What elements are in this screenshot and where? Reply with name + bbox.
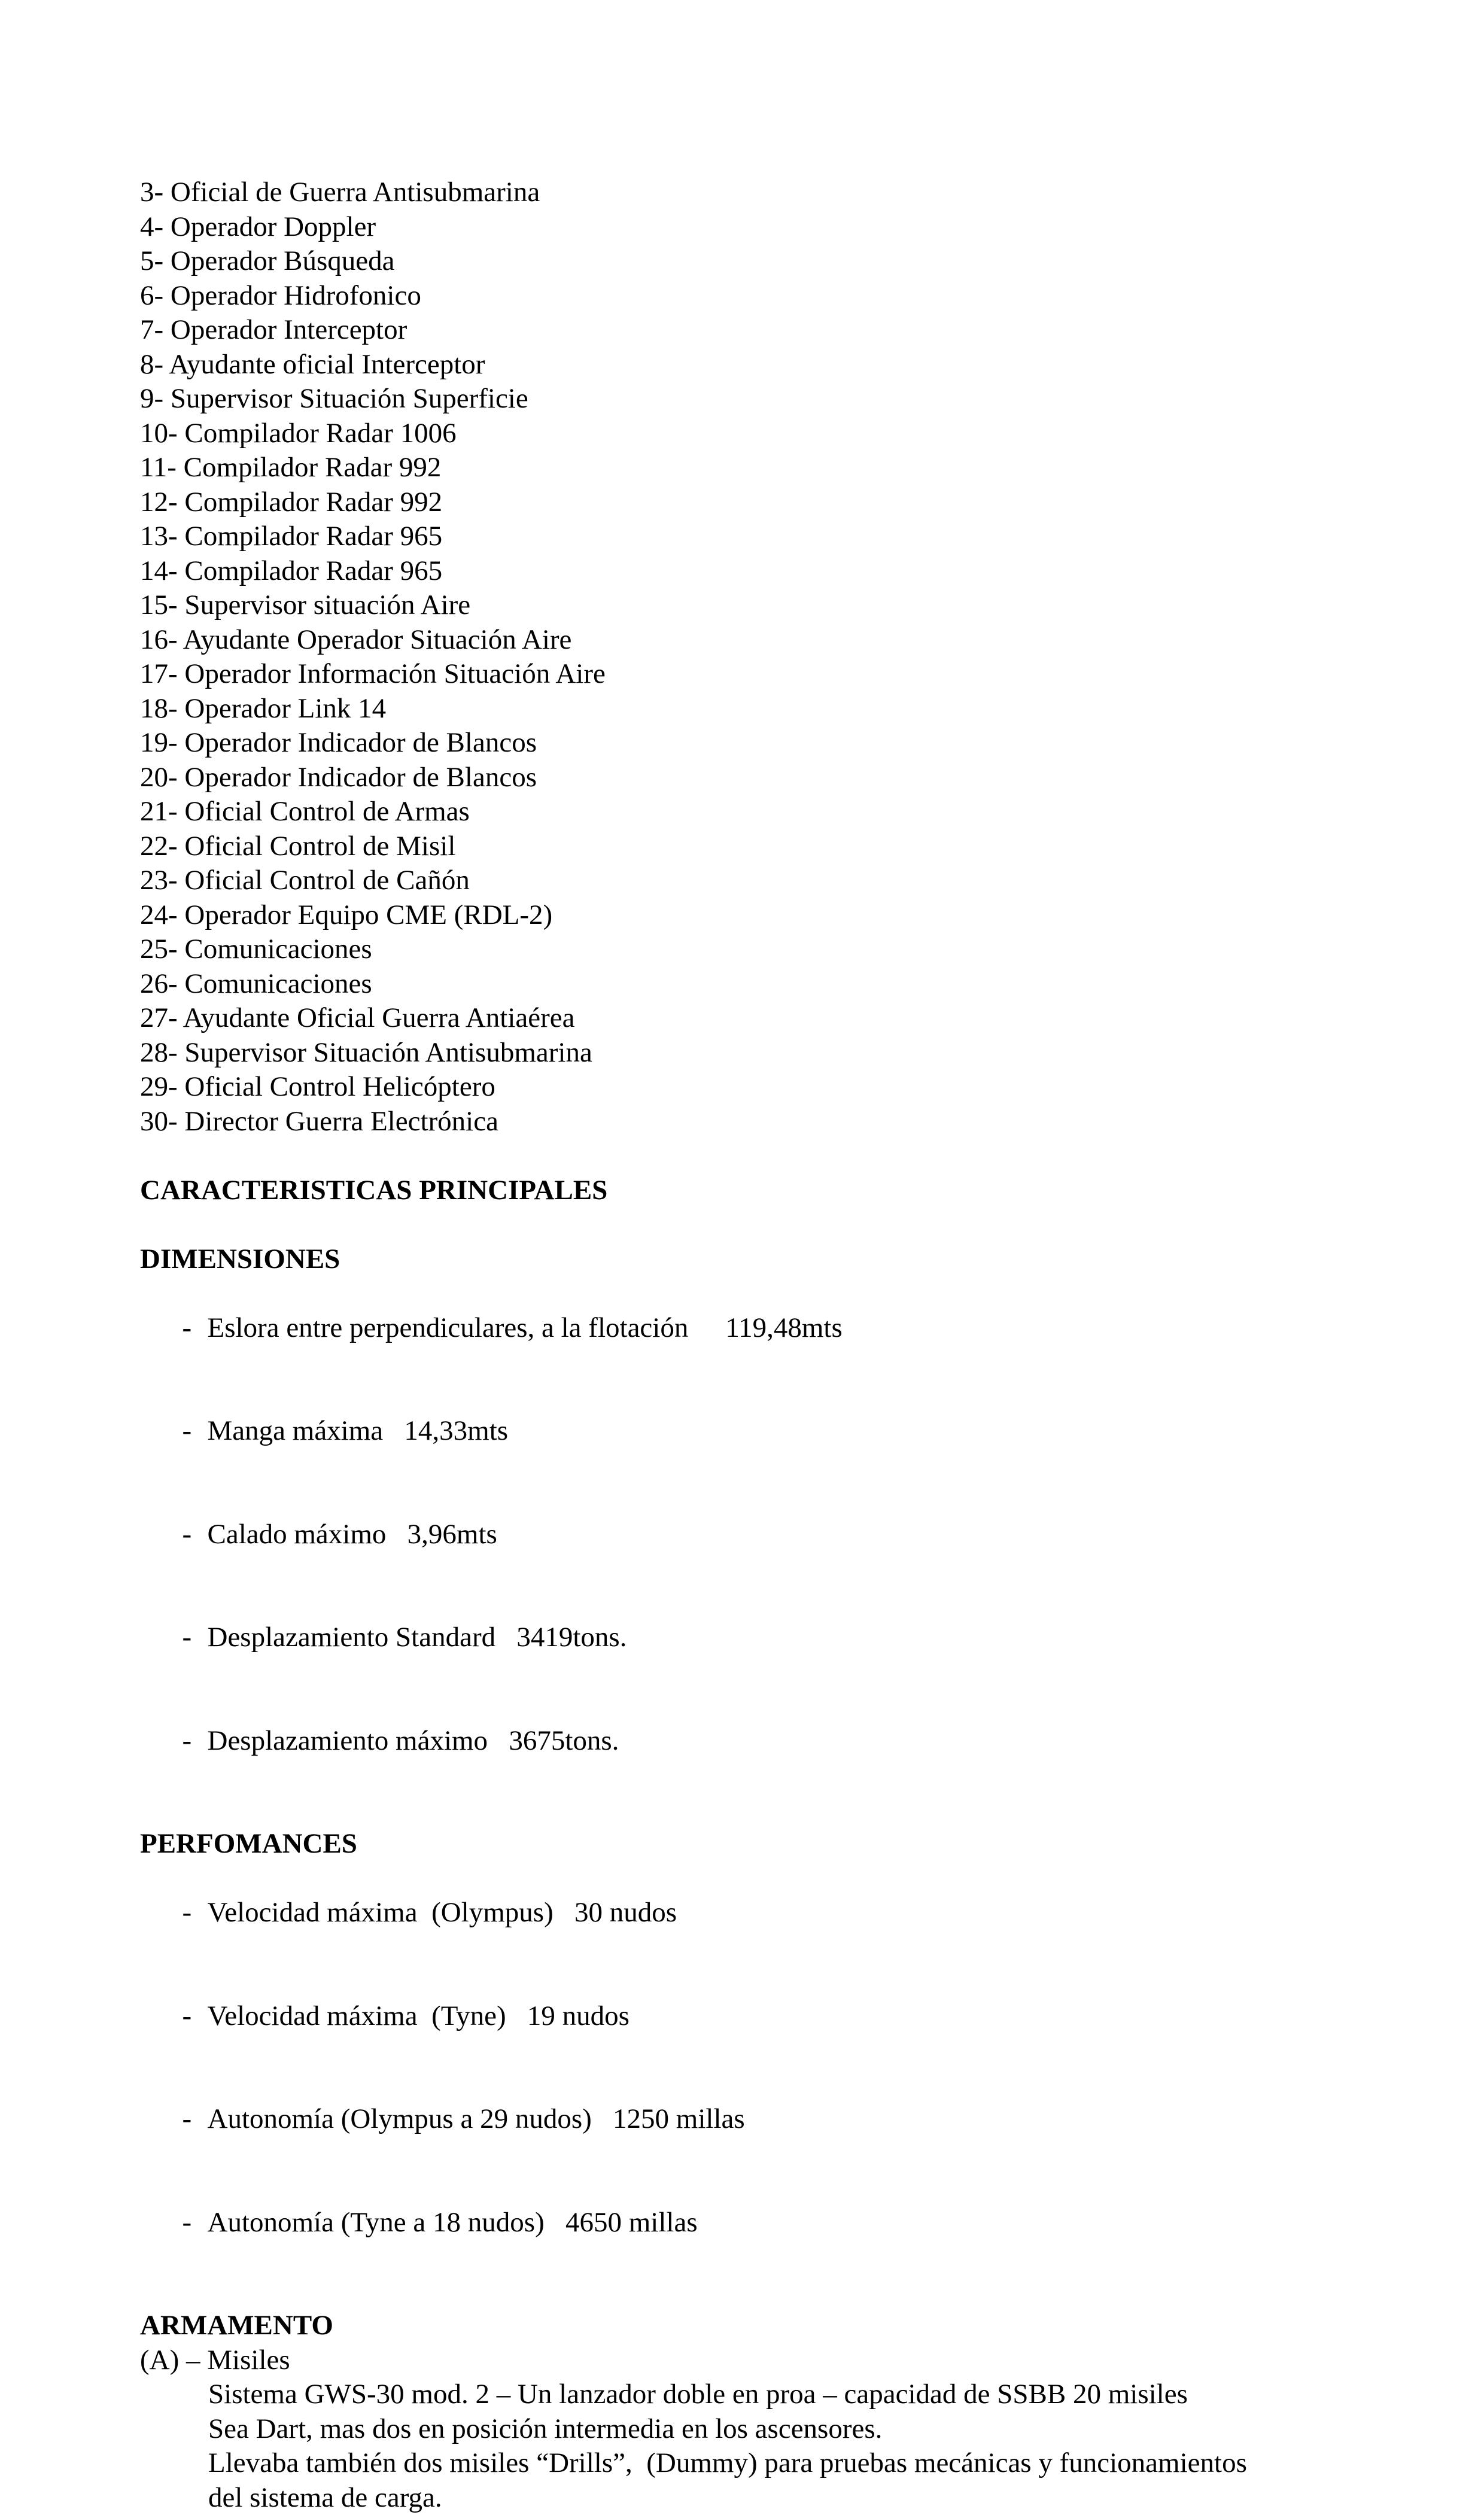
performance-label: Autonomía (Tyne a 18 nudos) bbox=[208, 2207, 545, 2238]
armament-heading: ARMAMENTO bbox=[140, 2309, 1367, 2343]
bullet-dash: - bbox=[183, 1999, 208, 2034]
dimension-label: Eslora entre perpendiculares, a la flotación bbox=[208, 1312, 689, 1343]
crew-list-item: 27- Ayudante Oficial Guerra Antiaérea bbox=[140, 1001, 1367, 1036]
crew-list bbox=[140, 175, 1367, 1139]
bullet-dash: - bbox=[183, 1311, 208, 1346]
spacer bbox=[140, 1793, 1367, 1827]
crew-list-item: 10- Compilador Radar 1006 bbox=[140, 416, 1367, 451]
performance-value: 30 nudos bbox=[574, 1897, 677, 1928]
crew-list-item: 26- Comunicaciones bbox=[140, 967, 1367, 1002]
performance-item bbox=[140, 2171, 1367, 2274]
crew-list-item: 17- Operador Información Situación Aire bbox=[140, 657, 1367, 692]
spacer bbox=[140, 1208, 1367, 1242]
spacer bbox=[140, 1139, 1367, 1173]
bullet-dash: - bbox=[183, 2102, 208, 2137]
crew-list-item: 16- Ayudante Operador Situación Aire bbox=[140, 623, 1367, 658]
performance-label: Autonomía (Olympus a 29 nudos) bbox=[208, 2103, 592, 2134]
crew-list-item: 18- Operador Link 14 bbox=[140, 692, 1367, 726]
crew-list-item: 7- Operador Interceptor bbox=[140, 313, 1367, 348]
bullet-dash: - bbox=[183, 2206, 208, 2240]
crew-list-item: 15- Supervisor situación Aire bbox=[140, 588, 1367, 623]
bullet-dash: - bbox=[183, 1620, 208, 1655]
dimension-value: 3675tons. bbox=[509, 1725, 619, 1756]
crew-list-item: 23- Oficial Control de Cañón bbox=[140, 863, 1367, 898]
main-heading: CARACTERISTICAS PRINCIPALES bbox=[140, 1173, 1367, 1208]
dimension-value: 119,48mts bbox=[725, 1312, 842, 1343]
dimension-label: Desplazamiento máximo bbox=[208, 1725, 488, 1756]
crew-list-item: 14- Compilador Radar 965 bbox=[140, 554, 1367, 589]
armament-paragraph-line: del sistema de carga. bbox=[140, 2481, 1367, 2515]
performance-value: 1250 millas bbox=[613, 2103, 745, 2134]
crew-list-item: 22- Oficial Control de Misil bbox=[140, 829, 1367, 864]
armament-paragraph-line: Llevaba también dos misiles “Drills”, (Dummy) para pruebas mecánicas y funcionamientos bbox=[140, 2446, 1367, 2481]
performance-item bbox=[140, 1964, 1367, 2068]
crew-list-item: 5- Operador Búsqueda bbox=[140, 244, 1367, 279]
crew-list-item: 20- Operador Indicador de Blancos bbox=[140, 761, 1367, 795]
dimensions-section bbox=[140, 1242, 1367, 1793]
crew-list-item: 29- Oficial Control Helicóptero bbox=[140, 1070, 1367, 1105]
performance-item bbox=[140, 2068, 1367, 2172]
bullet-dash: - bbox=[183, 1517, 208, 1552]
dimension-item bbox=[140, 1689, 1367, 1793]
performance-label: Velocidad máxima (Tyne) bbox=[208, 2000, 506, 2032]
crew-list-item: 12- Compilador Radar 992 bbox=[140, 485, 1367, 520]
performance-value: 4650 millas bbox=[565, 2207, 698, 2238]
crew-list-item: 19- Operador Indicador de Blancos bbox=[140, 726, 1367, 761]
dimension-item bbox=[140, 1586, 1367, 1690]
dimension-item bbox=[140, 1483, 1367, 1586]
crew-list-item: 13- Compilador Radar 965 bbox=[140, 519, 1367, 554]
performance-item bbox=[140, 1862, 1367, 1965]
performances-section bbox=[140, 1827, 1367, 2274]
performances-heading: PERFOMANCES bbox=[140, 1827, 1367, 1862]
missiles-subheading: (A) – Misiles bbox=[140, 2343, 1367, 2378]
bullet-dash: - bbox=[183, 1414, 208, 1449]
crew-list-item: 4- Operador Doppler bbox=[140, 210, 1367, 245]
dimension-label: Desplazamiento Standard bbox=[208, 1622, 496, 1653]
armament-paragraph-line: Sistema GWS-30 mod. 2 – Un lanzador doble en proa – capacidad de SSBB 20 misiles bbox=[140, 2377, 1367, 2412]
crew-list-item: 6- Operador Hidrofonico bbox=[140, 279, 1367, 314]
crew-list-item: 21- Oficial Control de Armas bbox=[140, 795, 1367, 829]
bullet-dash: - bbox=[183, 1896, 208, 1930]
bullet-dash: - bbox=[183, 1724, 208, 1759]
crew-list-item: 3- Oficial de Guerra Antisubmarina bbox=[140, 175, 1367, 210]
document-page bbox=[140, 175, 1367, 2515]
dimensions-heading: DIMENSIONES bbox=[140, 1242, 1367, 1277]
dimension-label: Manga máxima bbox=[208, 1415, 384, 1446]
dimension-value: 3,96mts bbox=[408, 1519, 497, 1550]
crew-list-item: 9- Supervisor Situación Superficie bbox=[140, 382, 1367, 416]
performance-value: 19 nudos bbox=[527, 2000, 630, 2032]
dimension-item bbox=[140, 1380, 1367, 1483]
dimension-value: 14,33mts bbox=[404, 1415, 508, 1446]
performance-label: Velocidad máxima (Olympus) bbox=[208, 1897, 554, 1928]
dimension-label: Calado máximo bbox=[208, 1519, 387, 1550]
crew-list-item: 30- Director Guerra Electrónica bbox=[140, 1105, 1367, 1139]
crew-list-item: 24- Operador Equipo CME (RDL-2) bbox=[140, 898, 1367, 933]
armament-paragraph-line: Sea Dart, mas dos en posición intermedia en los ascensores. bbox=[140, 2412, 1367, 2447]
dimension-item bbox=[140, 1276, 1367, 1380]
crew-list-item: 11- Compilador Radar 992 bbox=[140, 451, 1367, 485]
armament-section bbox=[140, 2309, 1367, 2515]
crew-list-item: 28- Supervisor Situación Antisubmarina bbox=[140, 1036, 1367, 1071]
spacer bbox=[140, 2274, 1367, 2309]
crew-list-item: 25- Comunicaciones bbox=[140, 932, 1367, 967]
crew-list-item: 8- Ayudante oficial Interceptor bbox=[140, 348, 1367, 382]
dimension-value: 3419tons. bbox=[516, 1622, 627, 1653]
